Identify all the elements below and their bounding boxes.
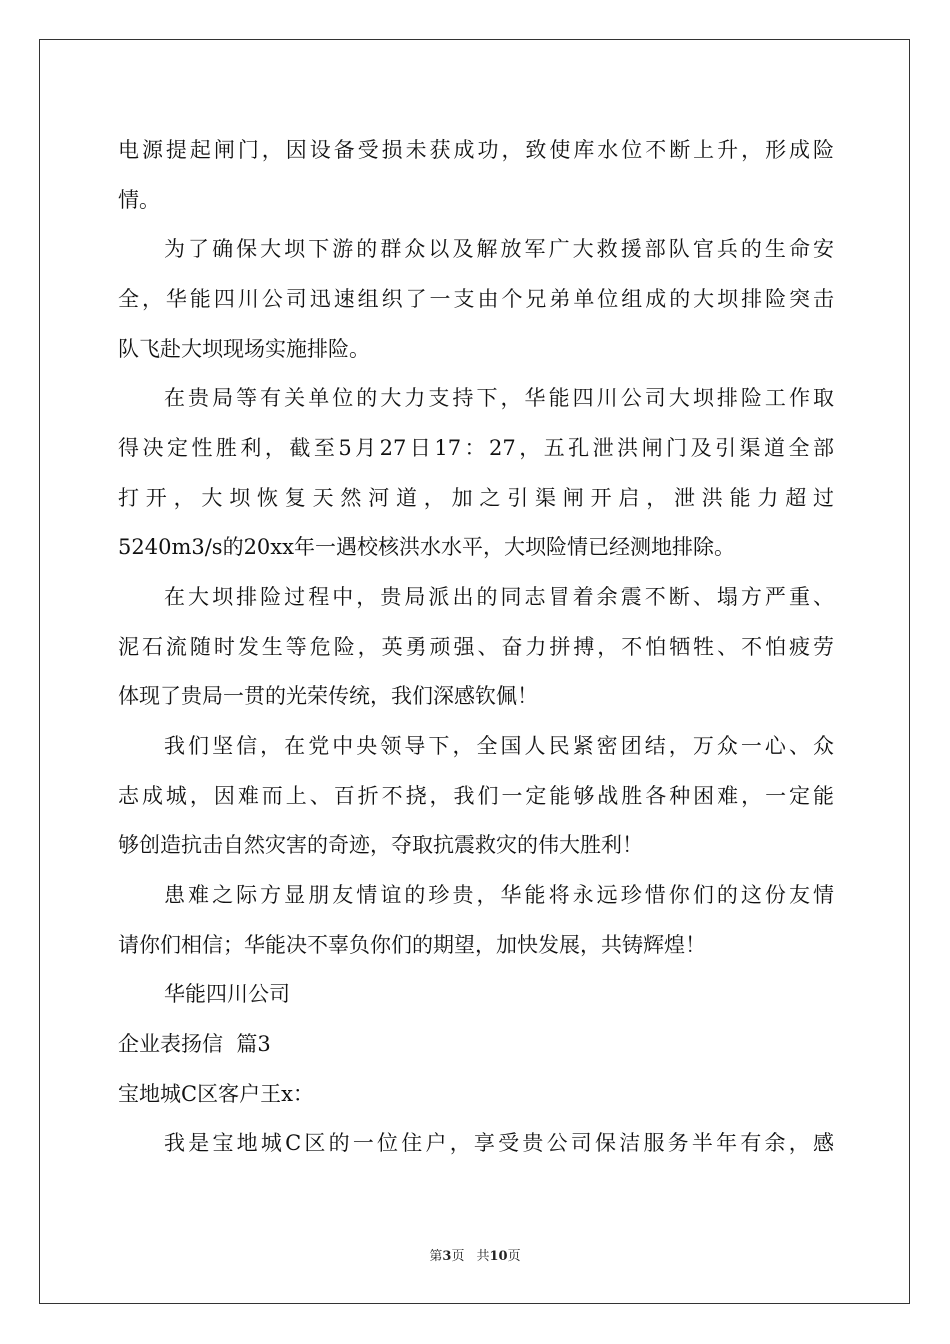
text-line: 请你们相信；华能决不辜负你们的期望，加快发展，共铸辉煌！: [118, 933, 706, 957]
text-line: 5240m3/s的20xx年一遇校核洪水水平，大坝险情已经测地排除。: [118, 535, 735, 559]
page-footer: [0, 1245, 950, 1264]
text-line: 队飞赴大坝现场实施排险。: [118, 337, 370, 361]
salutation-line: 宝地城C区客户王x：: [118, 1082, 314, 1106]
text-line: 为了确保大坝下游的群众以及解放军广大救援部队官兵的生命安: [164, 237, 834, 261]
text-line: 得决定性胜利，截至5月27日17：27，五孔泄洪闸门及引渠道全部: [118, 436, 834, 460]
text-line: 我是宝地城C区的一位住户，享受贵公司保洁服务半年有余，感: [164, 1131, 834, 1155]
section-heading: 企业表扬信 篇3: [118, 1032, 271, 1056]
text-line: 在贵局等有关单位的大力支持下，华能四川公司大坝排险工作取: [164, 386, 834, 410]
footer-total-unit: 页: [507, 1249, 521, 1264]
text-line: 在大坝排险过程中，贵局派出的同志冒着余震不断、塌方严重、: [164, 585, 834, 609]
page-border: [39, 39, 910, 1304]
footer-page-number: 3: [442, 1249, 452, 1264]
signature-line: 华能四川公司: [164, 982, 290, 1006]
text-line: 我们坚信，在党中央领导下，全国人民紧密团结，万众一心、众: [164, 734, 834, 758]
text-line: 志成城，因难而上、百折不挠，我们一定能够战胜各种困难，一定能: [118, 784, 834, 808]
text-line: 体现了贵局一贯的光荣传统，我们深感钦佩！: [118, 684, 538, 708]
text-line: 情。: [118, 188, 160, 212]
footer-prefix: 第: [429, 1249, 443, 1264]
text-line: 打开，大坝恢复天然河道，加之引渠闸开启，泄洪能力超过: [118, 486, 834, 510]
text-line: 够创造抗击自然灾害的奇迹，夺取抗震救灾的伟大胜利！: [118, 833, 643, 857]
footer-total-pages: 10: [489, 1249, 508, 1264]
footer-total-prefix: 共: [476, 1249, 490, 1264]
footer-page-unit: 页: [451, 1249, 465, 1264]
text-line: 电源提起闸门，因设备受损未获成功，致使库水位不断上升，形成险: [118, 138, 834, 162]
text-line: 患难之际方显朋友情谊的珍贵，华能将永远珍惜你们的这份友情: [164, 883, 834, 907]
text-line: 全，华能四川公司迅速组织了一支由个兄弟单位组成的大坝排险突击: [118, 287, 834, 311]
text-line: 泥石流随时发生等危险，英勇顽强、奋力拼搏，不怕牺牲、不怕疲劳: [118, 635, 834, 659]
